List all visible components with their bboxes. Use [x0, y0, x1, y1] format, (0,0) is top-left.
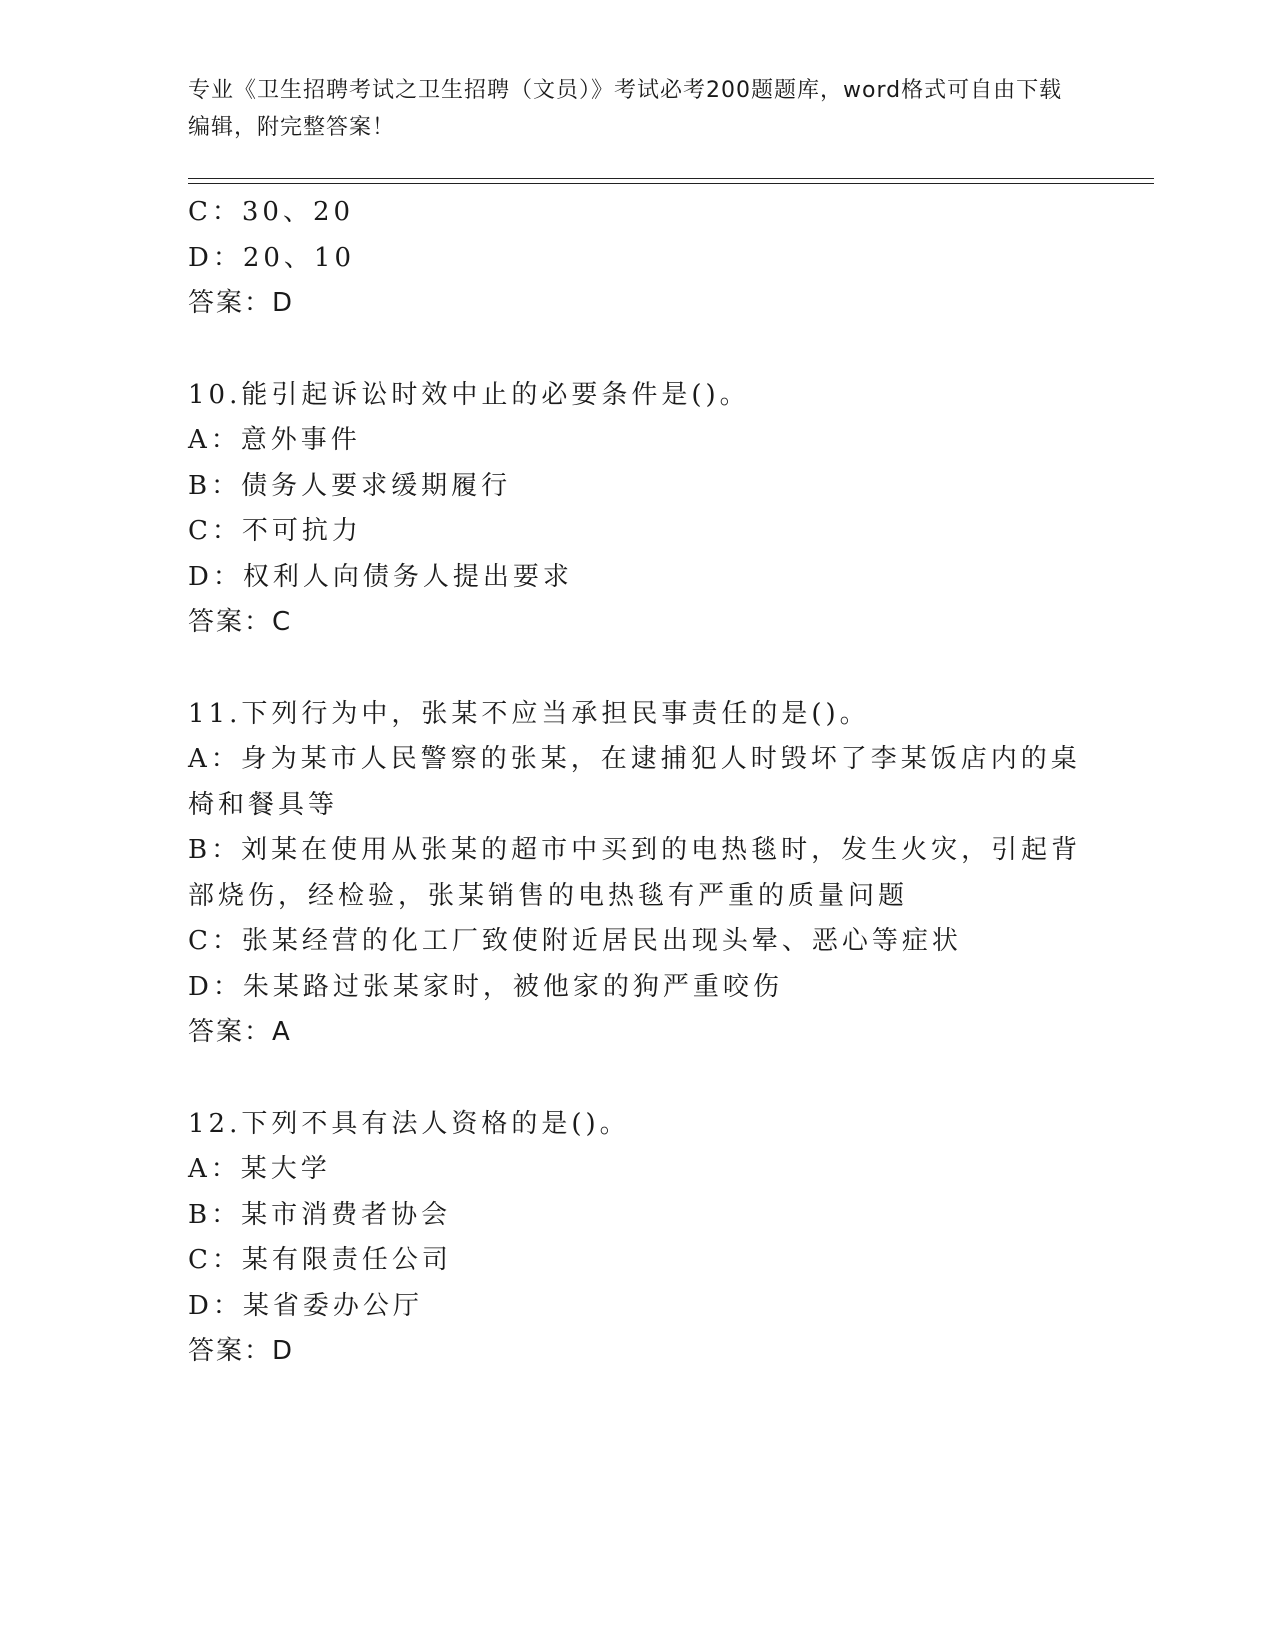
header-rule-bottom	[188, 183, 1154, 184]
option-d: D：权利人向债务人提出要求	[188, 561, 573, 592]
header-rule-top	[188, 178, 1154, 179]
answer: 答案：D	[188, 1336, 295, 1366]
document-body	[188, 190, 1088, 1375]
option-a: A：某大学	[188, 1154, 331, 1184]
spacer	[188, 327, 1088, 373]
option-c: C：不可抗力	[188, 516, 362, 546]
option-a: A：意外事件	[188, 425, 361, 455]
answer: 答案：D	[188, 288, 295, 318]
option-d: D：某省委办公厅	[188, 1290, 423, 1321]
document-header: 专业《卫生招聘考试之卫生招聘（文员）》考试必考200题题库，word格式可自由下载编辑，附完整答案！	[188, 78, 1063, 140]
question-stem: 10.能引起诉讼时效中止的必要条件是()。	[188, 379, 750, 410]
answer: 答案：A	[188, 1017, 292, 1047]
spacer	[188, 646, 1088, 692]
option-d: D：20、10	[188, 242, 356, 273]
spacer	[188, 1056, 1088, 1102]
option-a: A：身为某市人民警察的张某，在逮捕犯人时毁坏了李某饭店内的桌椅和餐具等	[188, 744, 1081, 820]
option-b: B：某市消费者协会	[188, 1199, 452, 1230]
question-stem: 12.下列不具有法人资格的是()。	[188, 1108, 630, 1139]
option-d: D：朱某路过张某家时，被他家的狗严重咬伤	[188, 971, 783, 1002]
answer: 答案：C	[188, 607, 293, 637]
option-b: B：刘某在使用从张某的超市中买到的电热毯时，发生火灾，引起背部烧伤，经检验，张某销售的电热毯有严重的质量问题	[188, 835, 1082, 911]
option-c: C：张某经营的化工厂致使附近居民出现头晕、恶心等症状	[188, 926, 962, 956]
option-c: C：30、20	[188, 197, 355, 227]
option-c: C：某有限责任公司	[188, 1245, 452, 1275]
question-stem: 11.下列行为中，张某不应当承担民事责任的是()。	[188, 698, 870, 729]
option-b: B：债务人要求缓期履行	[188, 470, 512, 501]
